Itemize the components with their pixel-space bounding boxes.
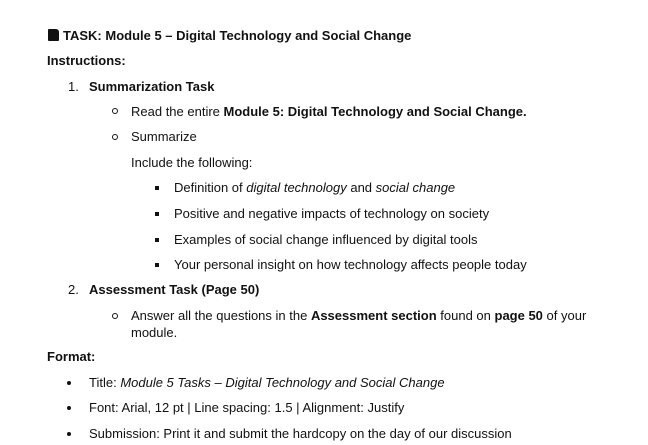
- instructions-heading: Instructions:: [47, 53, 126, 68]
- bullet-icon: [67, 406, 71, 410]
- include-item: Examples of social change influenced by digital tools: [174, 232, 478, 247]
- square-bullet-icon: [155, 212, 159, 216]
- format-item: Submission: Print it and submit the hardcopy on the day of our discussion: [89, 426, 512, 441]
- include-label: Include the following:: [131, 155, 253, 170]
- circle-bullet-icon: [112, 313, 118, 319]
- document-icon: [48, 29, 59, 41]
- include-item: Positive and negative impacts of technology on society: [174, 206, 490, 221]
- bullet-icon: [67, 381, 71, 385]
- include-item: Definition of digital technology and social change: [174, 180, 456, 195]
- square-bullet-icon: [155, 238, 159, 242]
- square-bullet-icon: [155, 263, 159, 267]
- bullet-icon: [67, 432, 71, 436]
- square-bullet-icon: [155, 186, 159, 190]
- format-item: Font: Arial, 12 pt | Line spacing: 1.5 | Alignment: Justify: [89, 400, 405, 415]
- task-step: Summarize: [131, 129, 197, 144]
- task-number: 2.: [68, 282, 79, 297]
- page-title: TASK: Module 5 – Digital Technology and Social Change: [63, 28, 412, 43]
- format-heading: Format:: [47, 349, 96, 364]
- circle-bullet-icon: [112, 108, 118, 114]
- task-label: Assessment Task (Page 50): [89, 282, 260, 297]
- task-step: Answer all the questions in the Assessment section found on page 50 of your: [131, 308, 587, 323]
- format-item: Title: Module 5 Tasks – Digital Technology and Social Change: [89, 375, 445, 390]
- circle-bullet-icon: [112, 134, 118, 140]
- task-step-continued: module.: [131, 325, 178, 340]
- task-label: Summarization Task: [89, 79, 215, 94]
- include-item: Your personal insight on how technology affects people today: [174, 257, 527, 272]
- task-number: 1.: [68, 79, 79, 94]
- task-step: Read the entire Module 5: Digital Technology and Social Change.: [131, 104, 527, 119]
